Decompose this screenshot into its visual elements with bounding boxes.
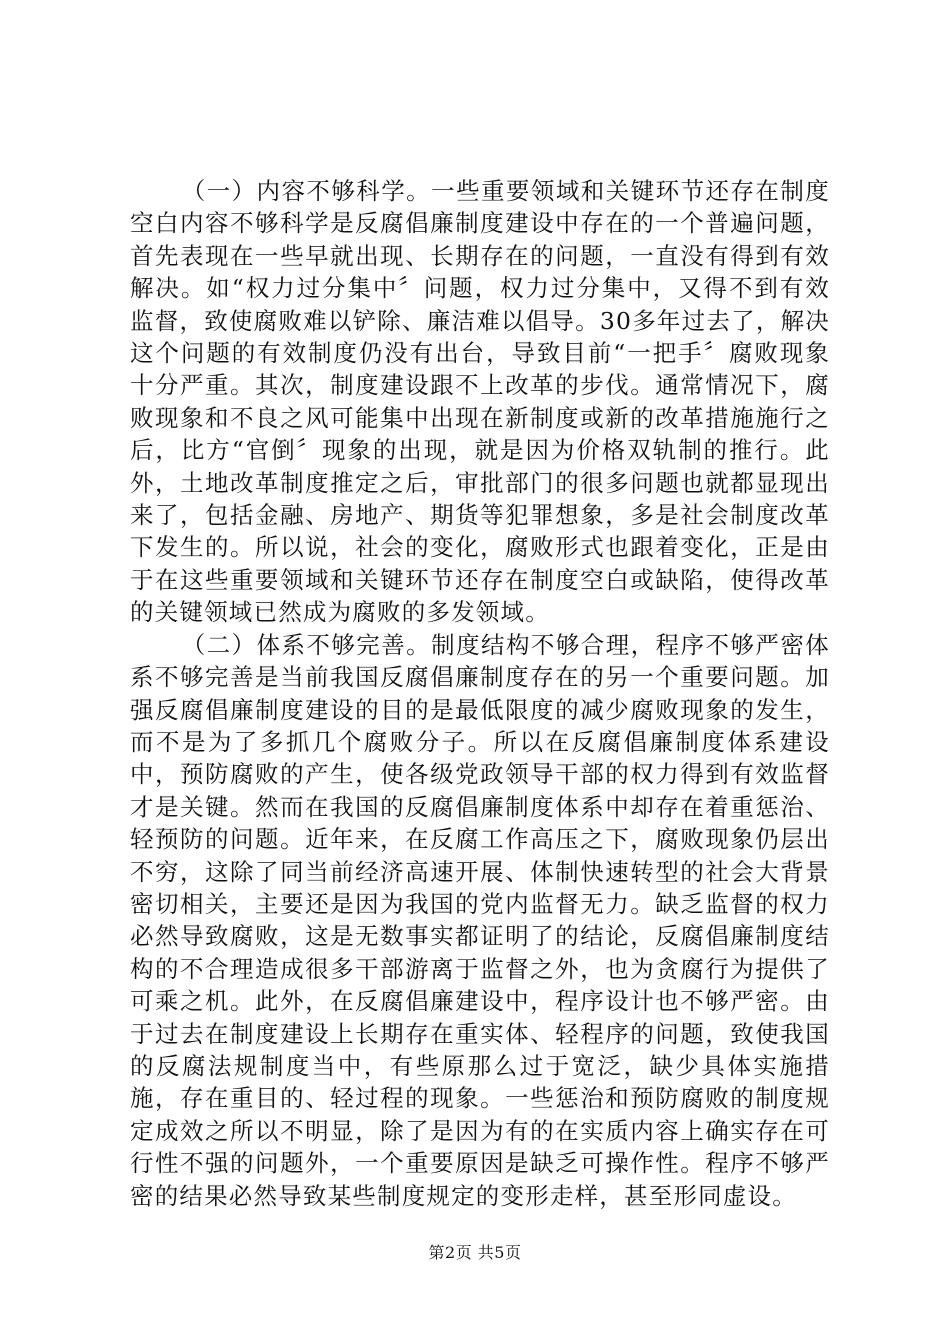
paragraph-2: （二）体系不够完善。制度结构不够合理，程序不够严密体系不够完善是当前我国反腐倡廉制度存在的另一个重要问题。加强反腐倡廉制度建设的目的是最低限度的减少腐败现象的发生，而不是为了多抓几个腐败分子。所以在反腐倡廉制度体系建设中，预防腐败的产生，使各级党政领导干部的权力得到有效监督才是关键。然而在我国的反腐倡廉制度体系中却存在着重惩治、轻预防的问题。近年来，在反腐工作高压之下，腐败现象仍层出不穷，这除了同当前经济高速开展、体制快速转型的社会大背景密切相关，主要还是因为我国的党内监督无力。缺乏监督的权力必然导致腐败，这是无数事实都证明了的结论，反腐倡廉制度结构的不合理造成很多干部游离于监督之外，也为贪腐行为提供了可乘之机。此外，在反腐倡廉建设中，程序设计也不够严密。由于过去在制度建设上长期存在重实体、轻程序的问题，致使我国的反腐法规制度当中，有些原那么过于宽泛，缺少具体实施措施，存在重目的、轻过程的现象。一些惩治和预防腐败的制度规定成效之所以不明显，除了是因为有的在实质内容上确实存在可行性不强的问题外，一个重要原因是缺乏可操作性。程序不够严密的结果必然导致某些制度规定的变形走样，甚至形同虚设。	[130, 630, 830, 1210]
document-body	[130, 175, 830, 1212]
paragraph-1: （一）内容不够科学。一些重要领域和关键环节还存在制度空白内容不够科学是反腐倡廉制度建设中存在的一个普遍问题，首先表现在一些早就出现、长期存在的问题，一直没有得到有效解决。如“权力过分集中〞问题，权力过分集中，又得不到有效监督，致使腐败难以铲除、廉洁难以倡导。30多年过去了，解决这个问题的有效制度仍没有出台，导致目前“一把手〞腐败现象十分严重。其次，制度建设跟不上改革的步伐。通常情况下，腐败现象和不良之风可能集中出现在新制度或新的改革措施施行之后，比方“官倒〞现象的出现，就是因为价格双轨制的推行。此外，土地改革制度推定之后，审批部门的很多问题也就都显现出来了，包括金融、房地产、期货等犯罪想象，多是社会制度改革下发生的。所以说，社会的变化，腐败形式也跟着变化，正是由于在这些重要领域和关键环节还存在制度空白或缺陷，使得改革的关键领域已然成为腐败的多发领域。	[130, 177, 830, 627]
page-footer: 第2页 共5页	[428, 1243, 522, 1262]
